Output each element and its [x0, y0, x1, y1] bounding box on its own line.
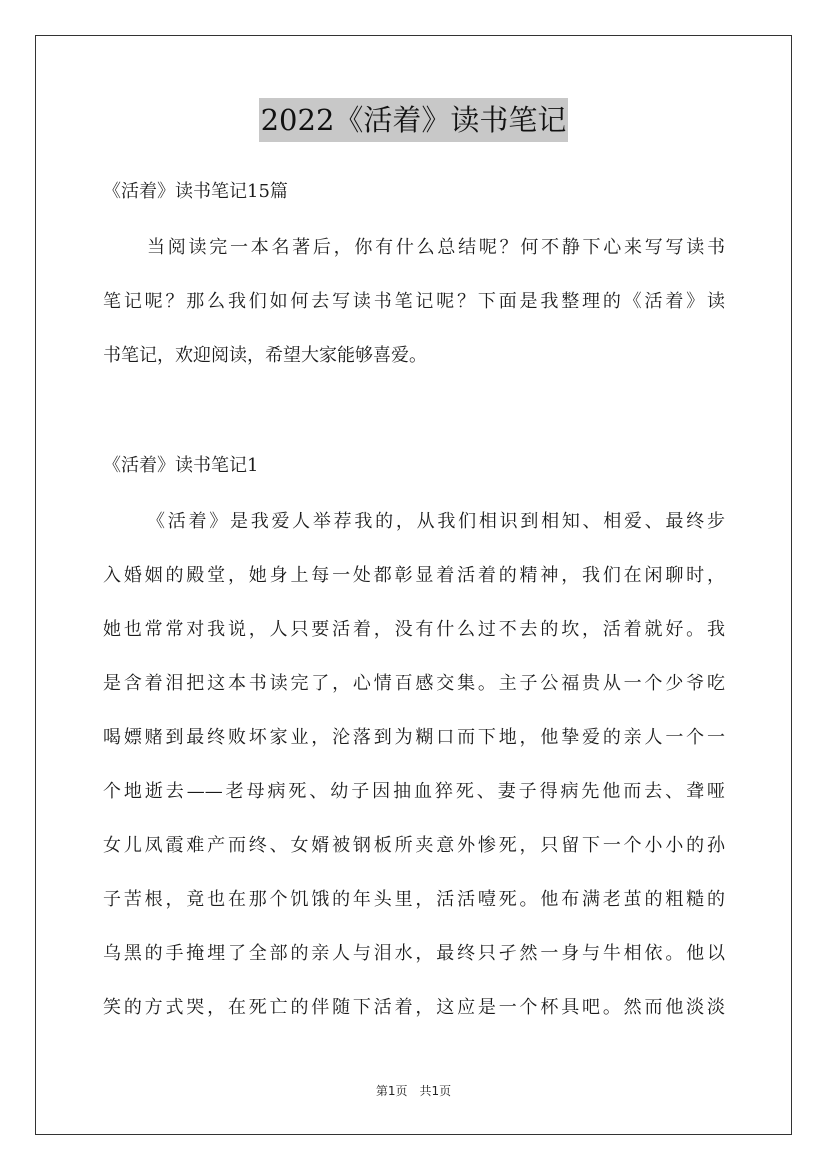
body-line: 个地逝去——老母病死、幼子因抽血猝死、妻子得病先他而去、聋哑 — [103, 781, 725, 802]
body-line: 女儿凤霞难产而终、女婿被钢板所夹意外惨死，只留下一个小小的孙 — [103, 835, 725, 856]
intro-line: 书笔记，欢迎阅读，希望大家能够喜爱。 — [103, 345, 427, 366]
intro-paragraph — [103, 236, 725, 398]
page-footer: 第1页 共1页 — [375, 1084, 452, 1098]
body-line: 她也常常对我说，人只要活着，没有什么过不去的坎，活着就好。我 — [103, 619, 725, 640]
document-title: 2022《活着》读书笔记 — [259, 98, 569, 142]
title-container — [0, 98, 827, 142]
intro-line: 当阅读完一本名著后，你有什么总结呢？何不静下心来写写读书 — [147, 237, 725, 258]
body-line: 《活着》是我爱人举荐我的，从我们相识到相知、相爱、最终步 — [147, 511, 725, 532]
intro-line: 笔记呢？那么我们如何去写读书笔记呢？下面是我整理的《活着》读 — [103, 291, 725, 312]
body-line: 是含着泪把这本书读完了，心情百感交集。主子公福贵从一个少爷吃 — [103, 673, 725, 694]
body-paragraph — [103, 510, 725, 1050]
document-subtitle: 《活着》读书笔记15篇 — [103, 181, 288, 202]
body-line: 喝嫖赌到最终败坏家业，沦落到为糊口而下地，他挚爱的亲人一个一 — [103, 727, 725, 748]
section-heading: 《活着》读书笔记1 — [103, 455, 259, 476]
body-line: 乌黑的手掩埋了全部的亲人与泪水，最终只孑然一身与牛相依。他以 — [103, 943, 725, 964]
body-line: 入婚姻的殿堂，她身上每一处都彰显着活着的精神，我们在闲聊时， — [103, 565, 725, 586]
body-line: 子苦根，竟也在那个饥饿的年头里，活活噎死。他布满老茧的粗糙的 — [103, 889, 725, 910]
body-line: 笑的方式哭，在死亡的伴随下活着，这应是一个杯具吧。然而他淡淡 — [103, 997, 725, 1018]
